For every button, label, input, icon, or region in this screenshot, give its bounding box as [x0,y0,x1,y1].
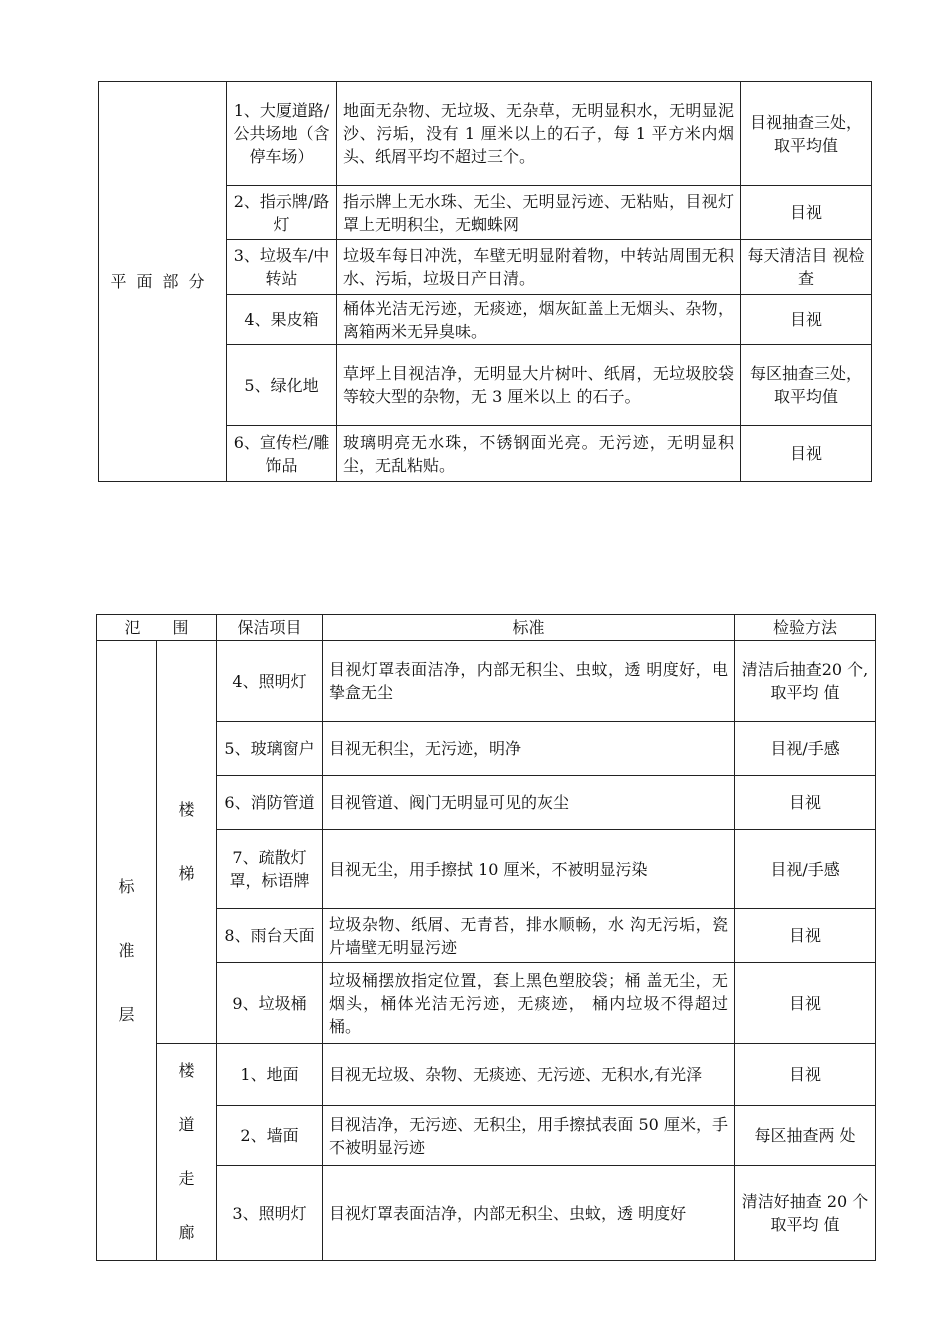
standard-cell: 目视灯罩表面洁净，内部无积尘、虫蚊，透 明度好 [323,1166,735,1261]
item-cell: 6、消防管道 [217,776,323,830]
method-cell: 目视/手感 [735,722,876,776]
standard-cell: 桶体光洁无污迹，无痰迹，烟灰缸盖上无烟头、杂物，离箱两米无异臭味。 [337,295,741,345]
table-row [99,82,872,186]
group-label-stairs: 楼 梯 [157,641,217,1044]
group-label-corridor: 楼 道 走 廊 [157,1044,217,1261]
table-row [97,1044,876,1106]
item-cell: 9、垃圾桶 [217,963,323,1044]
method-cell: 目视抽查三处，取平均值 [741,82,872,186]
standard-cell: 地面无杂物、无垃圾、无杂草，无明显积水，无明显泥沙、污垢，没有 1 厘米以上的石子，每 1 平方米内烟头、纸屑平均不超过三个。 [337,82,741,186]
method-cell: 目视 [735,776,876,830]
standard-cell: 目视无垃圾、杂物、无痰迹、无污迹、无积水,有光泽 [323,1044,735,1106]
item-cell: 8、雨台天面 [217,909,323,963]
method-cell: 目视 [735,963,876,1044]
item-cell: 6、宣传栏/雕饰品 [227,426,337,482]
item-cell: 5、绿化地 [227,345,337,426]
standard-cell: 目视洁净，无污迹、无积尘，用手擦拭表面 50 厘米，手不被明显污迹 [323,1105,735,1166]
cleaning-standard-table-floors [96,614,876,1261]
standard-cell: 垃圾桶摆放指定位置，套上黑色塑胶袋；桶 盖无尘，无烟头，桶体光洁无污迹，无痰迹， 桶内垃圾不得超过桶。 [323,963,735,1044]
method-cell: 每天清洁目 视检查 [741,240,872,295]
standard-cell: 目视无尘，用手擦拭 10 厘米，不被明显污染 [323,830,735,909]
standard-cell: 垃圾车每日冲洗，车壁无明显附着物，中转站周围无积水、污垢，垃圾日产日清。 [337,240,741,295]
item-cell: 2、墙面 [217,1105,323,1166]
method-cell: 清洁后抽查20 个,取平均 值 [735,641,876,722]
item-cell: 7、疏散灯罩，标语牌 [217,830,323,909]
item-cell: 2、指示牌/路灯 [227,186,337,240]
item-cell: 5、玻璃窗户 [217,722,323,776]
header-item: 保洁项目 [217,615,323,641]
cleaning-standard-table-plane [98,81,872,482]
method-cell: 目视/手感 [735,830,876,909]
table-header-row [97,615,876,641]
item-cell: 3、垃圾车/中转站 [227,240,337,295]
item-cell: 3、照明灯 [217,1166,323,1261]
item-cell: 1、地面 [217,1044,323,1106]
header-scope: 氾 围 [97,615,217,641]
section-label: 平面部分 [99,82,227,482]
standard-cell: 目视管道、阀门无明显可见的灰尘 [323,776,735,830]
method-cell: 目视 [741,426,872,482]
level-label: 标 准 层 [97,641,157,1261]
standard-cell: 目视无积尘，无污迹，明净 [323,722,735,776]
method-cell: 每区抽查两 处 [735,1105,876,1166]
method-cell: 目视 [735,1044,876,1106]
standard-cell: 指示牌上无水珠、无尘、无明显污迹、无粘贴，目视灯罩上无明积尘，无蜘蛛网 [337,186,741,240]
standard-cell: 目视灯罩表面洁净，内部无积尘、虫蚊，透 明度好，电挚盒无尘 [323,641,735,722]
standard-cell: 玻璃明亮无水珠，不锈钢面光亮。无污迹，无明显积尘，无乱粘贴。 [337,426,741,482]
header-standard: 标准 [323,615,735,641]
method-cell: 目视 [735,909,876,963]
method-cell: 每区抽查三处，取平均值 [741,345,872,426]
method-cell: 目视 [741,295,872,345]
item-cell: 1、大厦道路/公共场地（含停车场） [227,82,337,186]
header-method: 检验方法 [735,615,876,641]
standard-cell: 草坪上目视洁净，无明显大片树叶、纸屑，无垃圾胶袋等较大型的杂物，无 3 厘米以上 的石子。 [337,345,741,426]
item-cell: 4、照明灯 [217,641,323,722]
method-cell: 清洁好抽查 20 个取平均 值 [735,1166,876,1261]
item-cell: 4、果皮箱 [227,295,337,345]
method-cell: 目视 [741,186,872,240]
standard-cell: 垃圾杂物、纸屑、无青苔，排水顺畅，水 沟无污垢，瓷片墙壁无明显污迹 [323,909,735,963]
table-row [97,641,876,722]
